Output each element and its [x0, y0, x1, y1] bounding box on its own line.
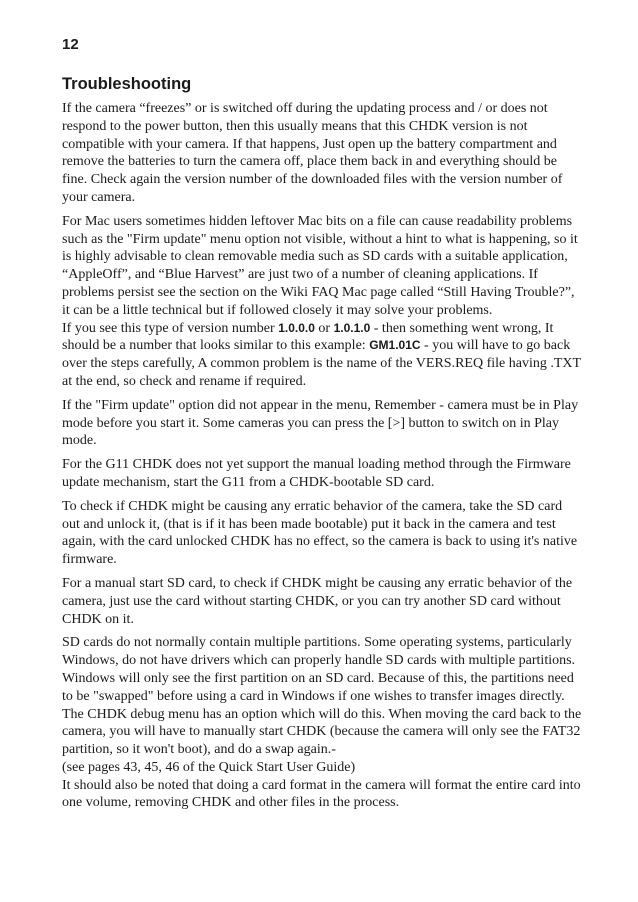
good-version-example: GM1.01C [369, 338, 421, 353]
paragraph-see-pages: (see pages 43, 45, 46 of the Quick Start User Guide) [62, 759, 356, 775]
paragraph-unlock-card: To check if CHDK might be causing any erratic behavior of the camera, take the SD card out and unlock it, (that is if it has been made bootable) put it back in the camera and test again, with the card unlocked CHDK has no effect, so the camera is back to using it's native firmware. [62, 498, 578, 568]
paragraph-manual-start: For a manual start SD card, to check if CHDK might be causing any erratic behavior of the camera, just use the card without starting CHDK, or you can try another SD card without CHDK on it. [62, 575, 573, 627]
version-text-1: If you see this type of version number [62, 320, 279, 336]
paragraph-firm-update: If the "Firm update" option did not appear in the menu, Remember - camera must be in Play mode before you start it. Some cameras you can press the [>] button to switch on in Play mode. [62, 397, 579, 449]
version-text-2: or [314, 320, 334, 336]
paragraph-g11: For the G11 CHDK does not yet support the manual loading method through the Firmware update mechanism, start the G11 from a CHDK-bootable SD card. [62, 457, 571, 490]
paragraph-mac-users: For Mac users sometimes hidden leftover Mac bits on a file can cause readability problems such as the "Firm update" menu option not visible, without a hint to what is happening, so it is highly advisable to clean removable media such as SD cards with a suitable application, “AppleOff”, and “Blue Harvest” are just two of a number of cleaning applications. If problems persist see the section on the Wiki FAQ Mac page called “Still Having Trouble?”, it can be a little technical but if followed closely it may solve your problems. [62, 213, 578, 318]
bad-version-1: 1.0.0.0 [278, 320, 315, 335]
bad-version-2: 1.0.1.0 [333, 320, 371, 335]
paragraph-version-number [62, 320, 582, 391]
paragraph-partitions: SD cards do not normally contain multiple partitions. Some operating systems, particularly Windows, do not have drivers which can properly handle SD cards with multiple partitions. Windows will only see the first partition on an SD card. Because of this, the partitions need to be "swapped" before using a card in Windows if one wishes to transfer images directly. The CHDK debug menu has an option which will do this. When moving the card back to the camera, you will have to manually start CHDK (because the camera will only see the FAT32 partition, so it won't boot), and do a swap again.- [62, 635, 582, 758]
page-number: 12 [62, 36, 79, 53]
body-text [62, 100, 582, 818]
section-title: Troubleshooting [62, 75, 192, 93]
version-text-3: - then something went wrong, It should be a number that looks similar to this example: [62, 320, 554, 354]
version-text-4: - you will have to go back over the steps carefully, A common problem is the name of the VERS.REQ file having .TXT at the end, so check and rename if required. [62, 338, 581, 389]
paragraph-card-format: It should also be noted that doing a card format in the camera will format the entire card into one volume, removing CHDK and other files in the process. [62, 777, 581, 811]
paragraph-freeze: If the camera “freezes” or is switched off during the updating process and / or does not respond to the power button, then this usually means that this CHDK version is not compatible with your camera. If that happens, Just open up the battery compartment and remove the batteries to turn the camera off, place them back in and everything should be fine. Check again the version number of the downloaded files with the version number of your camera. [62, 101, 563, 205]
